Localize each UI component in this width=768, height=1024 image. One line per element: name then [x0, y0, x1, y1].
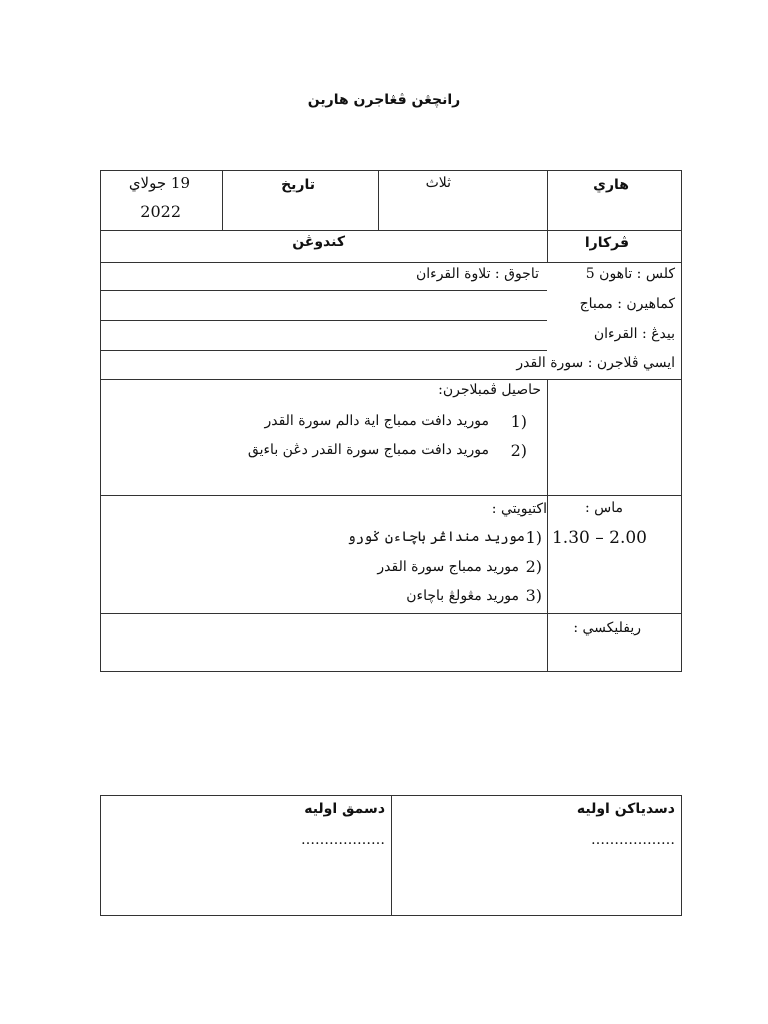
row-divider [101, 379, 681, 380]
kemahiran-row: كماهيرن : ممباج [579, 296, 675, 312]
col-divider [547, 379, 548, 671]
isi-row: ايسي ڤلاجرن : سورة القدر [516, 355, 675, 371]
hari-label: هاري [593, 177, 629, 193]
col-divider [391, 796, 392, 915]
disediakan-label: دسدياكن اوليه [576, 801, 675, 817]
tarikh-year: 2022 [140, 202, 181, 221]
masa-label: ماس : [584, 500, 623, 516]
signature-table [100, 795, 682, 916]
bidang-row: بيدڠ : القرءان [593, 326, 675, 342]
disediakan-dots: ……………… [591, 832, 675, 848]
tarikh-value: 19 جولاي [128, 174, 190, 192]
row-divider [101, 230, 681, 231]
refleksi-label: ريفليكسي : [573, 620, 641, 636]
hasil-item-num: 2) [510, 441, 527, 460]
hasil-heading: حاصيل ڤمبلاجرن: [438, 382, 541, 398]
row-divider [101, 262, 681, 263]
hasil-item-text: موريد دافت ممباج اية دالم سورة القدر [264, 413, 489, 429]
aktiviti-item-text: موريد منداڠر باچاءن ݢورو [347, 529, 525, 545]
kelas-row: كلس : تاهون 5 [585, 266, 675, 282]
col-divider [378, 171, 379, 230]
lesson-plan-table [100, 170, 682, 672]
aktiviti-item-text: موريد ممباج سورة القدر [377, 559, 519, 575]
page-title: رانچڠن ڤڠاجرن هارين [307, 92, 461, 108]
col-divider [547, 171, 548, 263]
row-divider [101, 320, 547, 321]
hasil-item-text: موريد دافت ممباج سورة القدر دڠن باءيق [247, 442, 489, 458]
aktiviti-item-num: 3) [525, 586, 542, 605]
row-divider [101, 350, 547, 351]
aktiviti-heading: اكتيويتي : [491, 501, 547, 517]
row-divider [101, 613, 681, 614]
kandungan-label: كندوڠن [292, 234, 345, 250]
tajuk-row: تاجوق : تلاوة القرءان [415, 266, 539, 282]
disemak-label: دسمق اوليه [304, 801, 385, 817]
disemak-dots: ……………… [301, 832, 385, 848]
row-divider [101, 290, 547, 291]
masa-value: 1.30 – 2.00 [551, 528, 647, 548]
aktiviti-item-text: موريد مڠولڠ باچاءن [406, 588, 519, 604]
hari-value: ثلاث [425, 175, 451, 191]
perkara-label: ڤركارا [584, 235, 629, 251]
hasil-item-num: 1) [510, 412, 527, 431]
tarikh-label: تاريخ [281, 177, 315, 193]
row-divider [101, 495, 681, 496]
aktiviti-item-num: 2) [525, 557, 542, 576]
aktiviti-item-num: 1) [525, 528, 542, 547]
col-divider [222, 171, 223, 230]
